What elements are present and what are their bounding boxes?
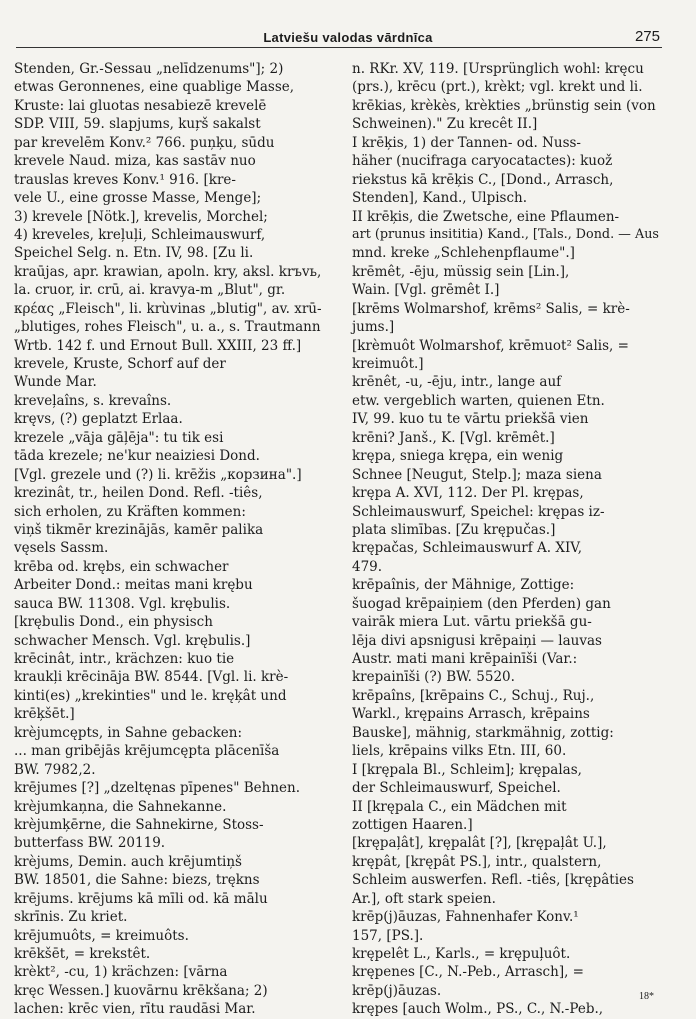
text-line: krēp(j)āuzas. [352, 982, 442, 999]
text-line: par krevelēm Konv.² 766. puņķu, sūdu [14, 134, 275, 151]
text-line: mnd. kreke „Schlehenpflaume".] [352, 245, 575, 262]
text-line: krējumuôts, = kreimuôts. [14, 927, 189, 944]
text-line: Schleim auswerfen. Refl. -tiês, [krępâties [352, 872, 634, 889]
text-line: I krēķis, 1) der Tannen- od. Nuss- [352, 134, 581, 151]
text-line: krēni? Janš., K. [Vgl. krēmêt.] [352, 429, 555, 446]
running-title: Latviešu valodas vārdnīca [263, 30, 433, 45]
text-line: Wain. [Vgl. grēmêt I.] [352, 282, 500, 299]
text-line: [krębulis Dond., ein physisch [14, 614, 213, 631]
text-line: etwas Geronnenes, eine quablige Masse, [14, 79, 295, 96]
text-line: 479. [352, 558, 383, 575]
text-line: Arbeiter Dond.: meitas mani krębu [14, 577, 253, 594]
text-line: trauslas kreves Konv.¹ 916. [kre- [14, 171, 236, 188]
text-line: kręc Wessen.] kuovārnu krēkšana; 2) [14, 982, 268, 999]
text-line: kręvs, (?) geplatzt Erlaa. [14, 411, 183, 428]
text-line: jums.] [352, 319, 395, 336]
text-line: Warkl., krępains Arrasch, krēpains [352, 706, 590, 723]
text-line: kraukļi krēcināja BW. 8544. [Vgl. li. krè- [14, 669, 289, 686]
text-line: zottigen Haaren.] [352, 816, 473, 833]
text-line: Kruste: lai gluotas nesabiezē krevelē [14, 97, 267, 114]
text-line: BW. 18501, die Sahne: biezs, trękns [14, 872, 260, 889]
text-line: Wrtb. 142 f. und Ernout Bull. XXIII, 23 ff.] [14, 337, 302, 354]
text-line: krepainīši (?) BW. 5520. [352, 669, 515, 686]
header-rule [16, 47, 662, 48]
text-line: I [krępala Bl., Schleim]; krępalas, [352, 761, 582, 778]
text-line: krēķšēt.] [14, 706, 75, 723]
text-line: butterfass BW. 20119. [14, 835, 166, 852]
text-line: kreimuôt.] [352, 356, 424, 372]
text-line: 3) krevele [Nötk.], krevelis, Morchel; [14, 208, 268, 225]
text-line: „blutiges, rohes Fleisch", u. a., s. Trautmann [14, 319, 321, 336]
text-line: lachen: krēc vien, rītu raudāsi Mar. [14, 1001, 256, 1018]
text-line: krępât, [krępât PS.], intr., qualstern, [352, 853, 602, 870]
text-line: tāda krezele; ne'kur neaiziesi Dond. [14, 448, 260, 465]
text-line: krēnêt, -u, -ēju, intr., lange auf [352, 374, 562, 391]
text-line: vele U., eine grosse Masse, Menge]; [14, 190, 262, 207]
text-line: krèjums, Demin. auch krējumtiņš [14, 853, 242, 870]
text-line: krèjumķērne, die Sahnekirne, Stoss- [14, 816, 264, 833]
text-line: kinti(es) „krekinties" und le. kręķât und [14, 687, 287, 704]
text-line: Schweinen)." Zu krecêt II.] [352, 116, 538, 133]
text-line: krèjumcępts, in Sahne gebacken: [14, 724, 242, 741]
text-line: art (prunus insititia) Kand., [Tals., Dond. — Aus [352, 226, 659, 242]
text-line: krēpaîns, [krēpains C., Schuj., Ruj., [352, 687, 595, 704]
text-line: vęsels Sassm. [14, 540, 109, 557]
text-line: Stenden], Kand., Ulpisch. [352, 190, 528, 207]
text-line: 157, [PS.]. [352, 927, 424, 944]
text-line: krēp(j)āuzas, Fahnenhafer Konv.¹ [352, 909, 579, 926]
text-line: κρέας „Fleisch", li. krùvinas „blutig", av. xrū- [14, 300, 322, 317]
text-line: krējums. krējums kā mīli od. kā mālu [14, 890, 268, 907]
text-line: krępa A. XVI, 112. Der Pl. krępas, [352, 485, 584, 502]
text-line: der Schleimauswurf, Speichel. [352, 780, 561, 797]
text-line: krezele „vāja gāļēja": tu tik esi [14, 429, 224, 446]
text-line: šuogad krēpaiņiem (den Pferden) gan [352, 595, 611, 612]
text-line: krezinât, tr., heilen Dond. Refl. -tiês, [14, 485, 263, 502]
text-line: viņš tikmēr krezinājās, kamēr palika [14, 521, 264, 538]
text-line: krevele, Kruste, Schorf auf der [14, 356, 226, 372]
text-line: SDP. VIII, 59. slapjums, kuŗš sakalst [14, 116, 261, 133]
text-line: skrīnis. Zu kriet. [14, 909, 128, 926]
text-line: la. cruor, ir. crū, ai. kravya-m „Blut", gr. [14, 282, 286, 299]
text-line: vairāk miera Lut. vārtu priekšā gu- [352, 614, 592, 631]
text-line: krępelêt L., Karls., = krępuļuôt. [352, 946, 571, 962]
text-line: krèkt², -cu, 1) krächzen: [vārna [14, 964, 228, 981]
text-line: krępa, sniega krępa, ein wenig [352, 448, 564, 465]
text-line: sich erholen, zu Kräften kommen: [14, 503, 246, 520]
page-number: 275 [634, 28, 660, 45]
text-line: kraūjas, apr. krawian, apoln. kry, aksl. krъvь, [14, 263, 322, 280]
text-line: sauca BW. 11308. Vgl. krębulis. [14, 595, 231, 612]
text-line: riekstus kā krēķis C., [Dond., Arrasch, [352, 171, 614, 188]
signature-mark: 18* [639, 991, 654, 1002]
text-line: krēmêt, -ēju, müssig sein [Lin.], [352, 263, 570, 280]
text-line: Bauske], mähnig, starkmähnig, zottig: [352, 724, 614, 741]
text-line: krēkšēt, = krekstêt. [14, 946, 151, 962]
text-line: II [krępala C., ein Mädchen mit [352, 798, 567, 815]
text-line: schwacher Mensch. Vgl. krębulis.] [14, 632, 251, 649]
text-line: krēba od. krębs, ein schwacher [14, 558, 229, 575]
text-line: krēpaînis, der Mähnige, Zottige: [352, 577, 575, 594]
text-line: Schnee [Neugut, Stelp.]; maza siena [352, 466, 602, 483]
text-line: (prs.), krēcu (prt.), krèkt; vgl. krekt und li. [352, 79, 643, 96]
text-line: Ar.], oft stark speien. [352, 890, 496, 907]
text-line: plata slimības. [Zu krępučas.] [352, 521, 556, 538]
text-line: krępenes [C., N.-Peb., Arrasch], = [352, 964, 584, 981]
text-line: krevele Naud. miza, kas sastāv nuo [14, 153, 256, 170]
left-column [14, 60, 336, 1018]
text-line: [Vgl. grezele und (?) li. krēžis „корзина".] [14, 466, 302, 483]
page-header [0, 20, 696, 50]
text-line: n. RKr. XV, 119. [Ursprünglich wohl: kręcu [352, 61, 644, 77]
text-line: liels, krēpains vilks Etn. III, 60. [352, 743, 567, 760]
text-line: Speichel Selg. n. Etn. IV, 98. [Zu li. [14, 245, 254, 262]
text-line: kreveļaîns, s. krevaîns. [14, 392, 172, 409]
text-line: IV, 99. kuo tu te vārtu priekšā vien [352, 411, 589, 428]
text-line: 4) kreveles, kreļuļi, Schleimauswurf, [14, 226, 266, 243]
text-line: BW. 7982,2. [14, 761, 96, 778]
text-line: häher (nucifraga caryocatactes): kuož [352, 153, 613, 170]
text-line: [krępaļât], krępalât [?], [krępaļât U.], [352, 835, 607, 852]
text-line: ... man gribējās krējumcępta plācenīša [14, 743, 280, 760]
text-line: krējumes [?] „dzeltęnas pīpenes" Behnen. [14, 780, 300, 797]
text-line: Schleimauswurf, Speichel: krępas iz- [352, 503, 605, 520]
text-line: krēkias, krèkès, krèkties „brünstig sein (von [352, 97, 656, 114]
text-line: [krèmuôt Wolmarshof, krēmuot² Salis, = [352, 337, 629, 354]
text-line: krēcinât, intr., krächzen: kuo tie [14, 651, 235, 667]
text-line: krępačas, Schleimauswurf A. XIV, [352, 540, 582, 557]
text-line: lēja divi apsnigusi krēpaiņi — lauvas [352, 632, 602, 649]
text-line: [krēms Wolmarshof, krēms² Salis, = krè- [352, 300, 630, 317]
text-line: Wunde Mar. [14, 374, 97, 391]
text-line: krępes [auch Wolm., PS., C., N.-Peb., [352, 1001, 604, 1018]
text-line: II krēķis, die Zwetsche, eine Pflaumen- [352, 208, 620, 225]
text-line: krèjumkaņna, die Sahnekanne. [14, 798, 227, 815]
text-line: etw. vergeblich warten, quienen Etn. [352, 392, 605, 409]
text-line: Stenden, Gr.-Sessau „nelīdzenums"]; 2) [14, 61, 284, 77]
text-line: Austr. mati mani krēpainīši (Var.: [352, 651, 578, 667]
